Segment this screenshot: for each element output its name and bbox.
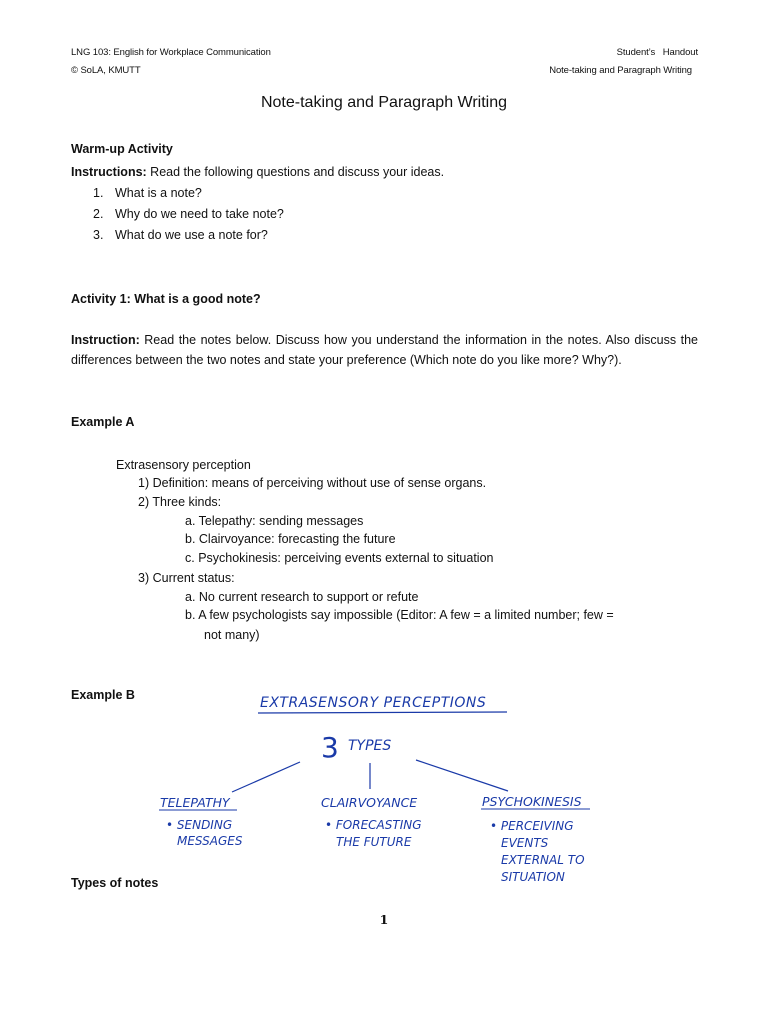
- example-b-heading: Example B: [71, 688, 135, 702]
- example-a-heading: Example A: [71, 415, 135, 429]
- types-of-notes-heading: Types of notes: [71, 876, 159, 890]
- warmup-heading: Warm-up Activity: [71, 142, 173, 156]
- page-number: 1: [379, 912, 389, 927]
- activity1-instr-text: Read the notes below. Discuss how you understand the information in the notes. Also discuss the differences between the two notes and state your preference (Which note do you like more? Why?).: [71, 333, 698, 367]
- branch-note-line: SITUATION: [501, 870, 565, 884]
- outline-line: 1) Definition: means of perceiving without use of sense organs.: [138, 476, 487, 490]
- branch-note-line: EVENTS: [501, 836, 549, 850]
- header-topic: Note-taking and Paragraph Writing: [549, 65, 692, 76]
- branch-telepathy: TELEPATHY: [160, 795, 230, 810]
- activity1-instr-label: Instruction:: [71, 333, 140, 347]
- outline-line: Extrasensory perception: [116, 458, 251, 472]
- outline-line: 2) Three kinds:: [138, 495, 222, 509]
- outline-line: b. Clairvoyance: forecasting the future: [185, 532, 396, 546]
- underline: [258, 712, 507, 713]
- mindmap-title: EXTRASENSORY PERCEPTIONS: [260, 695, 487, 711]
- connector-line: [416, 760, 508, 791]
- header-course: LNG 103: English for Workplace Communication: [71, 47, 271, 58]
- outline-line: b. A few psychologists say impossible (Editor: A few = a limited number; few =: [185, 608, 614, 622]
- outline-line: a. No current research to support or refute: [185, 590, 419, 604]
- branch-note-line: MESSAGES: [177, 834, 243, 848]
- outline-line: 3) Current status:: [138, 571, 235, 585]
- branch-note-line: • PERCEIVING: [490, 819, 574, 833]
- list-number: 1.: [93, 186, 104, 200]
- header-handout: Student’s Handout: [616, 47, 698, 58]
- branch-clairvoyance: CLAIRVOYANCE: [321, 795, 418, 810]
- branch-note-line: EXTERNAL TO: [501, 853, 585, 867]
- header-org: © SoLA, KMUTT: [71, 65, 141, 76]
- mindmap-types-label: TYPES: [348, 738, 392, 754]
- activity1-heading: Activity 1: What is a good note?: [71, 292, 261, 306]
- list-text: What do we use a note for?: [115, 228, 268, 242]
- outline-line: not many): [204, 628, 260, 642]
- mindmap-count: 3: [321, 731, 339, 764]
- list-text: What is a note?: [115, 186, 202, 200]
- list-number: 3.: [93, 228, 104, 242]
- warmup-instr-text: Read the following questions and discuss your ideas.: [146, 165, 445, 179]
- branch-psychokinesis: PSYCHOKINESIS: [482, 794, 582, 809]
- list-number: 2.: [93, 207, 104, 221]
- outline-line: a. Telepathy: sending messages: [185, 514, 364, 528]
- branch-note-line: THE FUTURE: [336, 835, 412, 849]
- warmup-instr-label: Instructions:: [71, 165, 147, 179]
- page-title: Note-taking and Paragraph Writing: [260, 94, 508, 111]
- connector-line: [232, 762, 300, 792]
- list-text: Why do we need to take note?: [115, 207, 284, 221]
- outline-line: c. Psychokinesis: perceiving events external to situation: [185, 551, 494, 565]
- branch-note-line: • SENDING: [166, 818, 233, 832]
- branch-note-line: • FORECASTING: [325, 818, 422, 832]
